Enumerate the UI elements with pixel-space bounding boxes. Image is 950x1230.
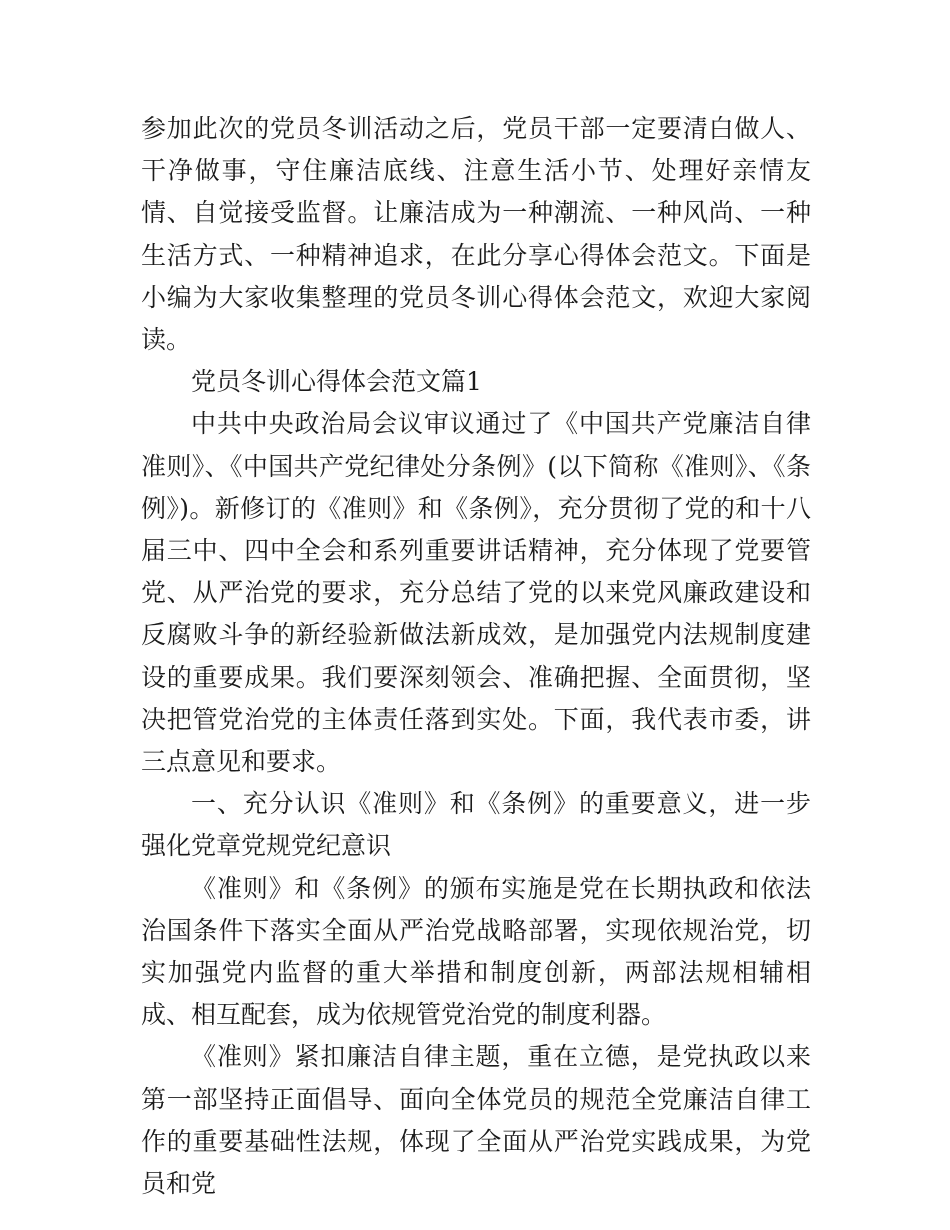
sub-heading: 一、充分认识《准则》和《条例》的重要意义，进一步强化党章党规党纪意识 [141, 789, 811, 861]
document-body [141, 108, 811, 1205]
body-paragraph: 《准则》和《条例》的颁布实施是党在长期执政和依法治国条件下落实全面从严治党战略部署，实现依规治党，切实加强党内监督的重大举措和制度创新，两部法规相辅相成、相互配套，成为依规管党治党的制度利器。 [141, 873, 811, 1030]
body-paragraph: 《准则》紧扣廉洁自律主题，重在立德，是党执政以来第一部坚持正面倡导、面向全体党员的规范全党廉洁自律工作的重要基础性法规，体现了全面从严治党实践成果，为党员和党 [141, 1042, 811, 1199]
intro-paragraph: 参加此次的党员冬训活动之后，党员干部一定要清白做人、干净做事，守住廉洁底线、注意生活小节、处理好亲情友情、自觉接受监督。让廉洁成为一种潮流、一种风尚、一种生活方式、一种精神追求，在此分享心得体会范文。下面是小编为大家收集整理的党员冬训心得体会范文，欢迎大家阅读。 [141, 114, 811, 355]
body-paragraph: 中共中央政治局会议审议通过了《中国共产党廉洁自律准则》、《中国共产党纪律处分条例》(以下简称《准则》、《条例》)。新修订的《准则》和《条例》，充分贯彻了党的和十八届三中、四中全会和系列重要讲话精神，充分体现了党要管党、从严治党的要求，充分总结了党的以来党风廉政建设和反腐败斗争的新经验新做法新成效，是加强党内法规制度建设的重要成果。我们要深刻领会、准确把握、全面贯彻，坚决把管党治党的主体责任落到实处。下面，我代表市委，讲三点意见和要求。 [141, 409, 811, 777]
section-heading: 党员冬训心得体会范文篇1 [191, 367, 482, 397]
